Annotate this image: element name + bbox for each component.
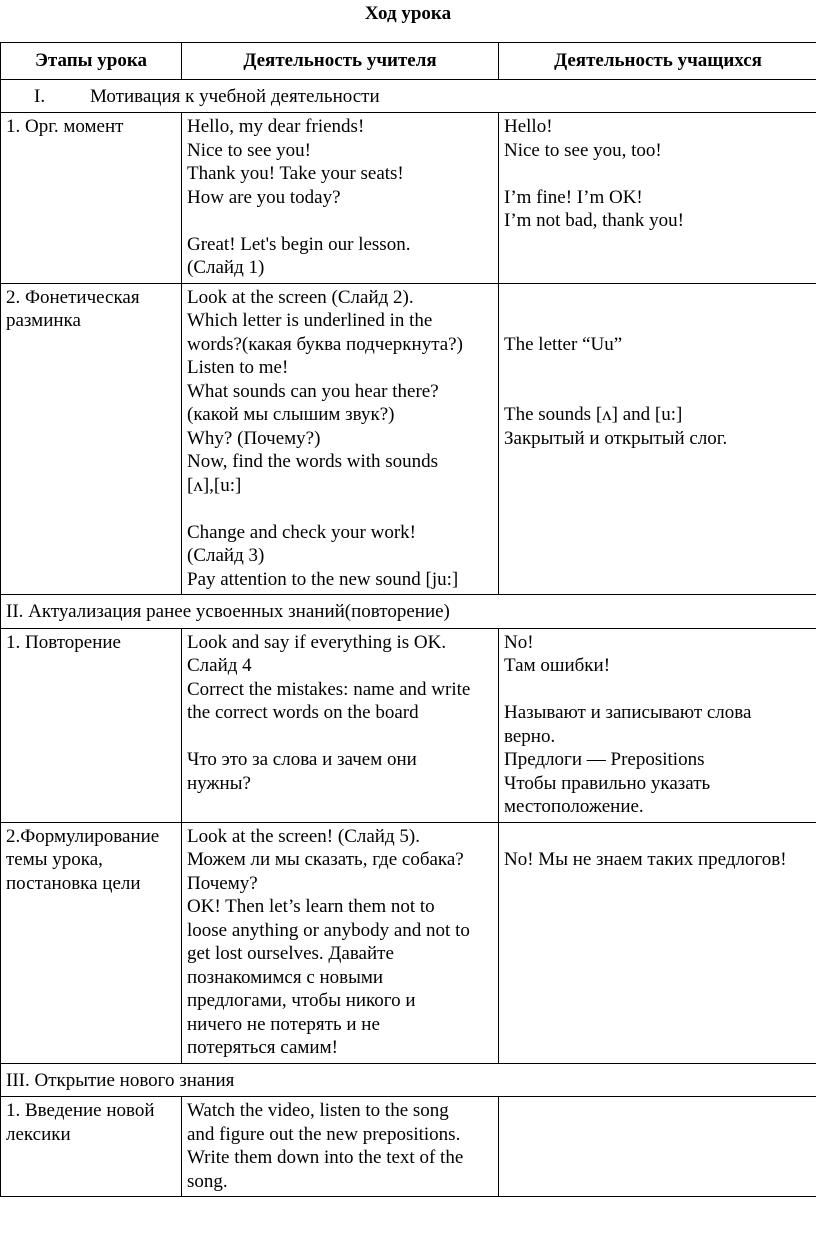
cell-line: предлогами, чтобы никого и — [187, 990, 416, 1011]
section-number: II. — [6, 601, 24, 622]
cell-line — [187, 209, 495, 233]
cell-line — [504, 825, 814, 849]
activity-row — [1, 1097, 816, 1197]
section-heading — [1, 1063, 816, 1097]
section-heading — [1, 79, 816, 113]
cell-line: потеряться самим! — [187, 1037, 338, 1058]
section-title: Мотивация к учебной деятельности — [90, 85, 380, 107]
teacher-activity-cell — [182, 1097, 499, 1197]
stage-cell — [1, 283, 182, 595]
cell-line: (какой мы слышим звук?) — [187, 404, 395, 425]
cell-line: How are you today? — [187, 186, 341, 208]
cell-line: Hello! — [504, 116, 553, 137]
cell-line — [504, 286, 814, 310]
cell-line: get lost ourselves. Давайте — [187, 943, 394, 964]
cell-line: Change and check your work! — [187, 521, 416, 543]
cell-line: Можем ли мы сказать, где собака? — [187, 849, 464, 870]
cell-line: Закрытый и открытый слог. — [504, 427, 728, 449]
cell-line: I’m fine! I’m OK! — [504, 186, 643, 208]
cell-line: Correct the mistakes: name and write — [187, 678, 471, 700]
cell-line: Что это за слова и зачем они — [187, 749, 417, 770]
cell-line: нужны? — [187, 772, 251, 794]
cell-line: Look at the screen! (Слайд 5). — [187, 825, 420, 847]
cell-line: Now, find the words with sounds — [187, 451, 439, 472]
cell-line: OK! Then let’s learn them not to — [187, 896, 435, 917]
cell-line: Listen to me! — [187, 357, 289, 378]
cell-line: The sounds [ʌ] and [u:] — [504, 404, 683, 425]
cell-line: Look at the screen (Слайд 2). — [187, 286, 414, 308]
cell-line: Great! Let's begin our lesson. — [187, 233, 411, 255]
cell-line — [504, 380, 814, 404]
student-activity-cell — [499, 822, 816, 1063]
cell-line: 1. Орг. момент — [6, 116, 124, 137]
column-header-stages: Этапы урока — [1, 43, 182, 80]
cell-line: темы урока, — [6, 849, 103, 870]
cell-line: words?(какая буква подчеркнута?) — [187, 333, 463, 355]
cell-line: The letter “Uu” — [504, 333, 623, 355]
cell-line: 1. Повторение — [6, 631, 121, 653]
stage-cell — [1, 628, 182, 822]
cell-line: 2.Формулирование — [6, 825, 160, 847]
cell-line: постановка цели — [6, 872, 141, 894]
student-activity-cell — [499, 628, 816, 822]
cell-line: ничего не потерять и не — [187, 1013, 380, 1035]
cell-line: Там ошибки! — [504, 655, 611, 676]
cell-line: Write them down into the text of the — [187, 1147, 464, 1168]
cell-line: I’m not bad, thank you! — [504, 210, 684, 231]
student-activity-cell — [499, 1097, 816, 1197]
teacher-activity-cell — [182, 628, 499, 822]
section-title: Открытие нового знания — [34, 1069, 235, 1091]
activity-row — [1, 822, 816, 1063]
cell-line: 2. Фонетическая — [6, 286, 140, 308]
cell-line: Называют и записывают слова — [504, 702, 752, 723]
cell-line: Look and say if everything is OK. — [187, 631, 447, 653]
section-number: I. — [34, 85, 46, 107]
teacher-activity-cell — [182, 283, 499, 595]
cell-line: [ʌ],[u:] — [187, 474, 242, 496]
cell-line: Why? (Почему?) — [187, 427, 321, 449]
column-header-teacher: Деятельность учителя — [182, 43, 499, 80]
cell-line: and figure out the new prepositions. — [187, 1123, 461, 1145]
section-row — [1, 1063, 816, 1097]
column-header-students: Деятельность учащихся — [499, 43, 816, 80]
cell-line: верно. — [504, 725, 556, 747]
section-row — [1, 595, 816, 629]
cell-line: Pay attention to the new sound [ju:] — [187, 568, 459, 590]
cell-line: познакомимся с новыми — [187, 966, 384, 988]
stage-cell — [1, 1097, 182, 1197]
teacher-activity-cell — [182, 822, 499, 1063]
cell-line — [504, 162, 814, 186]
cell-line: Nice to see you, too! — [504, 139, 662, 161]
section-title: Актуализация ранее усвоенных знаний(повторение) — [28, 601, 450, 622]
student-activity-cell — [499, 113, 816, 284]
cell-line: No! Мы не знаем таких предлогов! — [504, 849, 787, 870]
page-title: Ход урока — [364, 3, 452, 24]
activity-row — [1, 628, 816, 822]
section-heading — [1, 595, 816, 629]
lesson-plan-table — [0, 42, 816, 1197]
cell-line: местоположение. — [504, 796, 644, 817]
teacher-activity-cell — [182, 113, 499, 284]
cell-line: (Слайд 3) — [187, 545, 265, 566]
cell-line — [504, 678, 814, 702]
cell-line: Чтобы правильно указать — [504, 772, 711, 794]
cell-line — [187, 725, 495, 749]
stage-cell — [1, 822, 182, 1063]
cell-line: Почему? — [187, 872, 258, 894]
section-number: III. — [6, 1069, 30, 1091]
cell-line: Which letter is underlined in the — [187, 310, 433, 331]
table-header-row — [1, 43, 816, 80]
student-activity-cell — [499, 283, 816, 595]
activity-row — [1, 113, 816, 284]
cell-line — [504, 356, 814, 380]
cell-line: No! — [504, 631, 534, 653]
section-row — [1, 79, 816, 113]
cell-line: Слайд 4 — [187, 655, 252, 676]
stage-cell — [1, 113, 182, 284]
cell-line — [504, 309, 814, 333]
cell-line: Nice to see you! — [187, 139, 311, 161]
cell-line: Thank you! Take your seats! — [187, 163, 404, 184]
cell-line: разминка — [6, 310, 81, 331]
cell-line: (Слайд 1) — [187, 257, 265, 278]
cell-line: 1. Введение новой — [6, 1100, 155, 1121]
cell-line: Hello, my dear friends! — [187, 116, 365, 137]
cell-line: the correct words on the board — [187, 702, 419, 723]
activity-row — [1, 283, 816, 595]
cell-line: лексики — [6, 1123, 71, 1145]
cell-line: Предлоги — Prepositions — [504, 749, 705, 770]
cell-line — [187, 497, 495, 521]
cell-line: loose anything or anybody and not to — [187, 919, 470, 941]
cell-line: Watch the video, listen to the song — [187, 1100, 449, 1121]
cell-line: What sounds can you hear there? — [187, 380, 439, 402]
cell-line: song. — [187, 1170, 228, 1192]
